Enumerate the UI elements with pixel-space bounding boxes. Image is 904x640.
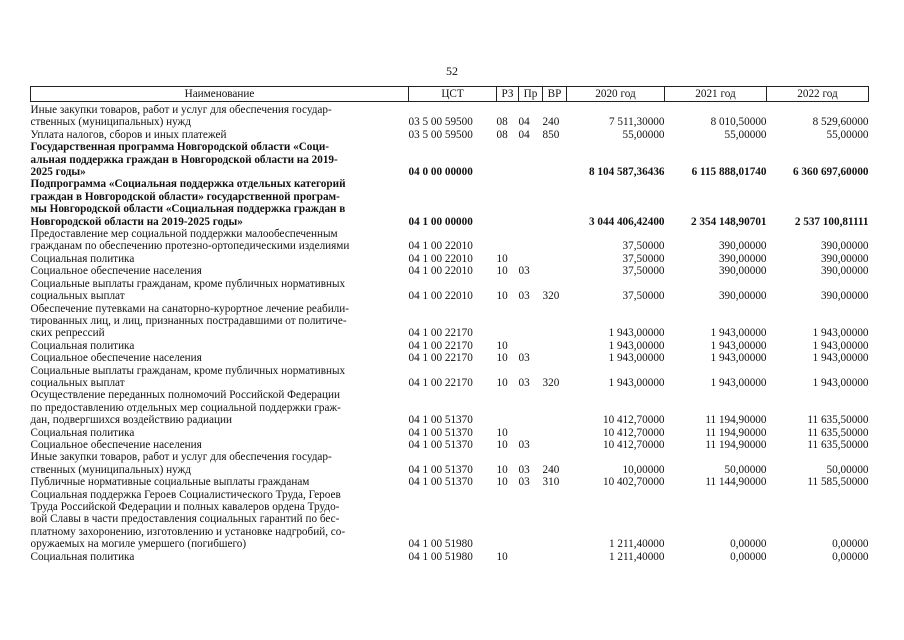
cell-pr	[519, 551, 543, 563]
cell-vr	[543, 427, 567, 439]
cell-2021: 390,00000	[718, 265, 767, 278]
table-row	[31, 129, 869, 141]
cell-2020: 10 412,70000	[602, 414, 665, 427]
name-line: вой Славы в части предоставления социальных гарантий по бес-	[30, 513, 340, 526]
cell-name	[31, 340, 409, 352]
name-line: ственных (муниципальных) нужд	[30, 116, 191, 129]
cell-cst: 04 0 00 00000	[408, 166, 473, 179]
cell-2021: 11 194,90000	[705, 426, 767, 439]
cell-2021: 55,00000	[724, 128, 767, 141]
cell-rz: 10	[496, 339, 508, 352]
cell-rz: 10	[496, 265, 508, 278]
cell-2021: 11 194,90000	[705, 438, 767, 451]
column-header-2022: 2022 год	[767, 87, 869, 102]
cell-pr: 03	[518, 290, 530, 303]
cell-2022: 0,00000	[832, 538, 869, 551]
name-line: Обеспечение путевками на санаторно-курортное лечение реабили-	[30, 302, 349, 315]
cell-2020: 3 044 406,42400	[588, 215, 665, 228]
cell-vr	[543, 389, 567, 426]
table-row	[31, 178, 869, 228]
cell-vr: 310	[542, 476, 560, 489]
column-header-name: Наименование	[31, 87, 409, 102]
name-line: Социальная политика	[30, 339, 135, 352]
cell-vr	[543, 551, 567, 563]
cell-2022: 1 943,00000	[812, 327, 869, 340]
cell-rz	[497, 489, 519, 551]
cell-2021: 1 943,00000	[710, 352, 767, 365]
cell-2022: 11 635,50000	[807, 438, 869, 451]
cell-name	[31, 178, 409, 228]
cell-name	[31, 389, 409, 426]
cell-name	[31, 427, 409, 439]
cell-2020: 10,00000	[622, 463, 665, 476]
name-line: Государственная программа Новгородской области «Соци-	[30, 141, 329, 154]
cell-cst: 04 1 00 22170	[408, 327, 473, 340]
cell-2021: 390,00000	[718, 240, 767, 253]
name-line: Социальное обеспечение населения	[30, 265, 202, 278]
cell-cst: 04 1 00 22170	[408, 376, 473, 389]
cell-2020: 10 412,70000	[602, 426, 665, 439]
name-line: Социальное обеспечение населения	[30, 438, 202, 451]
table-body	[31, 102, 869, 564]
cell-vr	[543, 265, 567, 277]
cell-2020: 37,50000	[622, 290, 665, 303]
cell-pr	[519, 228, 543, 253]
cell-pr: 03	[518, 476, 530, 489]
cell-2020: 1 211,40000	[608, 538, 665, 551]
cell-cst: 04 1 00 22170	[408, 352, 473, 365]
cell-rz: 08	[496, 128, 508, 141]
cell-2022: 0,00000	[832, 550, 869, 563]
name-line: Осуществление переданных полномочий Российской Федерации	[30, 389, 340, 402]
cell-2020: 1 211,40000	[608, 550, 665, 563]
cell-2022: 390,00000	[820, 290, 869, 303]
cell-2021: 0,00000	[730, 550, 767, 563]
cell-name	[31, 489, 409, 551]
cell-2021: 1 943,00000	[710, 327, 767, 340]
cell-2021: 0,00000	[730, 538, 767, 551]
table-row	[31, 104, 869, 129]
column-header-2021: 2021 год	[665, 87, 767, 102]
cell-cst: 04 1 00 22010	[408, 240, 473, 253]
table-row	[31, 352, 869, 364]
name-line: Иные закупки товаров, работ и услуг для обеспечения государ-	[30, 451, 332, 464]
table-header	[31, 87, 869, 102]
table-row	[31, 389, 869, 426]
cell-2022: 55,00000	[826, 128, 869, 141]
name-line: оружаемых на могиле умершего (погибшего)	[30, 538, 247, 551]
name-line: Предоставление мер социальной поддержки малообеспеченным	[30, 228, 338, 241]
table-row	[31, 365, 869, 390]
cell-pr	[519, 389, 543, 426]
cell-name	[31, 352, 409, 364]
name-line: Труда Российской Федерации и полных кавалеров ордена Трудо-	[30, 501, 340, 513]
cell-cst: 04 1 00 00000	[408, 215, 473, 228]
cell-rz: 10	[496, 426, 508, 439]
cell-name	[31, 303, 409, 340]
cell-pr	[519, 340, 543, 352]
table-row	[31, 489, 869, 551]
cell-cst: 04 1 00 22170	[408, 339, 473, 352]
cell-rz: 10	[496, 290, 508, 303]
table-row	[31, 253, 869, 265]
cell-name	[31, 551, 409, 563]
cell-cst: 03 5 00 59500	[408, 116, 473, 129]
cell-vr	[543, 141, 567, 178]
cell-vr	[543, 253, 567, 265]
name-line: дан, подвергшихся воздействию радиации	[30, 414, 232, 427]
cell-2021: 1 943,00000	[710, 376, 767, 389]
cell-name	[31, 476, 409, 488]
cell-2021: 2 354 148,90701	[690, 215, 767, 228]
name-line: тированных лиц, и лиц, признанных пострадавшими от политиче-	[30, 314, 347, 327]
cell-vr: 320	[542, 290, 560, 303]
cell-name	[31, 365, 409, 390]
cell-name	[31, 451, 409, 476]
name-line: граждан в Новгородской области» государственной програм-	[30, 190, 340, 203]
cell-cst: 04 1 00 22010	[408, 252, 473, 265]
cell-cst: 04 1 00 51980	[408, 538, 473, 551]
name-line: Социальная политика	[30, 550, 135, 563]
cell-2020: 7 511,30000	[608, 116, 665, 129]
cell-vr	[543, 489, 567, 551]
cell-pr: 03	[518, 376, 530, 389]
cell-2022: 11 635,50000	[807, 414, 869, 427]
name-line: Социальное обеспечение населения	[30, 352, 202, 365]
cell-2022: 8 529,60000	[812, 116, 869, 129]
cell-2021: 390,00000	[718, 290, 767, 303]
cell-cst: 04 1 00 51370	[408, 463, 473, 476]
table-row	[31, 551, 869, 563]
cell-2020: 55,00000	[622, 128, 665, 141]
cell-cst: 04 1 00 51370	[408, 438, 473, 451]
cell-cst: 04 1 00 51370	[408, 426, 473, 439]
name-line: Публичные нормативные социальные выплаты гражданам	[30, 476, 310, 489]
cell-cst: 04 1 00 22010	[408, 290, 473, 303]
cell-name	[31, 141, 409, 178]
cell-2022: 11 585,50000	[807, 476, 869, 489]
table-row	[31, 303, 869, 340]
cell-pr	[519, 303, 543, 340]
table-row	[31, 278, 869, 303]
name-line: Социальная политика	[30, 426, 135, 439]
cell-2021: 11 144,90000	[705, 476, 767, 489]
cell-rz: 10	[496, 352, 508, 365]
name-line: гражданам по обеспечению протезно-ортопедическими изделиями	[30, 240, 350, 253]
cell-vr: 850	[542, 128, 560, 141]
cell-name	[31, 278, 409, 303]
cell-2020: 10 412,70000	[602, 438, 665, 451]
cell-pr: 04	[518, 116, 530, 129]
cell-2022: 2 537 100,81111	[794, 215, 869, 228]
column-header-2020: 2020 год	[567, 87, 665, 102]
cell-vr	[543, 178, 567, 228]
page-number: 52	[446, 64, 458, 78]
cell-name	[31, 439, 409, 451]
cell-cst: 04 1 00 51980	[408, 550, 473, 563]
table-row	[31, 141, 869, 178]
name-line: мы Новгородской области «Социальная поддержка граждан в	[30, 203, 346, 216]
cell-pr: 03	[518, 438, 530, 451]
cell-2022: 50,00000	[826, 463, 869, 476]
cell-rz: 10	[496, 376, 508, 389]
cell-rz: 10	[496, 438, 508, 451]
name-line: альная поддержка граждан в Новгородской области на 2019-	[30, 153, 338, 166]
cell-rz	[497, 141, 519, 178]
cell-2021: 1 943,00000	[710, 339, 767, 352]
cell-rz	[497, 178, 519, 228]
cell-rz: 10	[496, 252, 508, 265]
cell-vr	[543, 303, 567, 340]
cell-pr: 03	[518, 352, 530, 365]
name-line: по предоставлению отдельных мер социальной поддержки граж-	[30, 401, 341, 414]
cell-2021: 50,00000	[724, 463, 767, 476]
cell-rz	[497, 303, 519, 340]
table-row	[31, 265, 869, 277]
name-line: Новгородской области на 2019-2025 годы»	[30, 215, 243, 228]
cell-pr	[519, 141, 543, 178]
cell-vr	[543, 439, 567, 451]
cell-name	[31, 129, 409, 141]
column-header-cst: ЦСТ	[409, 87, 497, 102]
name-line: ственных (муниципальных) нужд	[30, 463, 191, 476]
table-row	[31, 427, 869, 439]
cell-vr: 240	[542, 116, 560, 129]
cell-2020: 37,50000	[622, 240, 665, 253]
cell-2022: 11 635,50000	[807, 426, 869, 439]
cell-2020: 1 943,00000	[608, 352, 665, 365]
name-line: ских репрессий	[30, 327, 105, 340]
cell-rz: 08	[496, 116, 508, 129]
cell-2022: 390,00000	[820, 240, 869, 253]
cell-pr: 04	[518, 128, 530, 141]
cell-2022: 1 943,00000	[812, 376, 869, 389]
cell-pr	[519, 427, 543, 439]
cell-2020: 1 943,00000	[608, 339, 665, 352]
cell-cst: 04 1 00 51370	[408, 414, 473, 427]
name-line: Подпрограмма «Социальная поддержка отдельных категорий	[30, 178, 346, 191]
cell-2020: 37,50000	[622, 252, 665, 265]
cell-rz	[497, 389, 519, 426]
cell-rz	[497, 228, 519, 253]
cell-pr: 03	[518, 265, 530, 278]
cell-2020: 8 104 587,36436	[588, 166, 665, 179]
cell-pr	[519, 253, 543, 265]
cell-2022: 1 943,00000	[812, 352, 869, 365]
cell-cst: 04 1 00 51370	[408, 476, 473, 489]
cell-2021: 11 194,90000	[705, 414, 767, 427]
cell-2020: 1 943,00000	[608, 327, 665, 340]
cell-2020: 37,50000	[622, 265, 665, 278]
cell-2020: 1 943,00000	[608, 376, 665, 389]
name-line: платному захоронению, изготовлению и установке надгробий, со-	[30, 525, 346, 538]
cell-2022: 6 360 697,60000	[792, 166, 869, 179]
cell-2022: 1 943,00000	[812, 339, 869, 352]
name-line: Иные закупки товаров, работ и услуг для обеспечения государ-	[30, 104, 332, 116]
name-line: социальных выплат	[30, 290, 125, 303]
column-header-pr: Пр	[519, 87, 543, 102]
name-line: Уплата налогов, сборов и иных платежей	[30, 128, 227, 141]
cell-pr: 03	[518, 463, 530, 476]
cell-name	[31, 253, 409, 265]
column-header-vr: ВР	[543, 87, 567, 102]
cell-vr	[543, 228, 567, 253]
name-line: 2025 годы»	[30, 166, 86, 179]
name-line: Социальная поддержка Героев Социалистического Труда, Героев	[30, 488, 341, 501]
name-line: Социальные выплаты гражданам, кроме публичных нормативных	[30, 277, 346, 290]
cell-vr: 320	[542, 376, 560, 389]
cell-2022: 390,00000	[820, 252, 869, 265]
cell-2022: 390,00000	[820, 265, 869, 278]
table-row	[31, 340, 869, 352]
cell-rz: 10	[496, 463, 508, 476]
table-row	[31, 439, 869, 451]
cell-name	[31, 265, 409, 277]
table-row	[31, 451, 869, 476]
table-row	[31, 228, 869, 253]
cell-name	[31, 228, 409, 253]
cell-2021: 8 010,50000	[710, 116, 767, 129]
cell-vr: 240	[542, 463, 560, 476]
cell-2021: 6 115 888,01740	[691, 166, 767, 179]
cell-vr	[543, 340, 567, 352]
cell-rz: 10	[496, 476, 508, 489]
column-header-rz: РЗ	[497, 87, 519, 102]
name-line: социальных выплат	[30, 376, 125, 389]
cell-vr	[543, 352, 567, 364]
cell-pr	[519, 489, 543, 551]
cell-pr	[519, 178, 543, 228]
cell-2020: 10 402,70000	[602, 476, 665, 489]
name-line: Социальные выплаты гражданам, кроме публичных нормативных	[30, 364, 346, 377]
cell-cst: 04 1 00 22010	[408, 265, 473, 278]
name-line: Социальная политика	[30, 252, 135, 265]
cell-rz: 10	[496, 550, 508, 563]
cell-2021: 390,00000	[718, 252, 767, 265]
budget-table	[30, 86, 869, 563]
cell-name	[31, 104, 409, 129]
cell-cst: 03 5 00 59500	[408, 128, 473, 141]
table-row	[31, 476, 869, 488]
